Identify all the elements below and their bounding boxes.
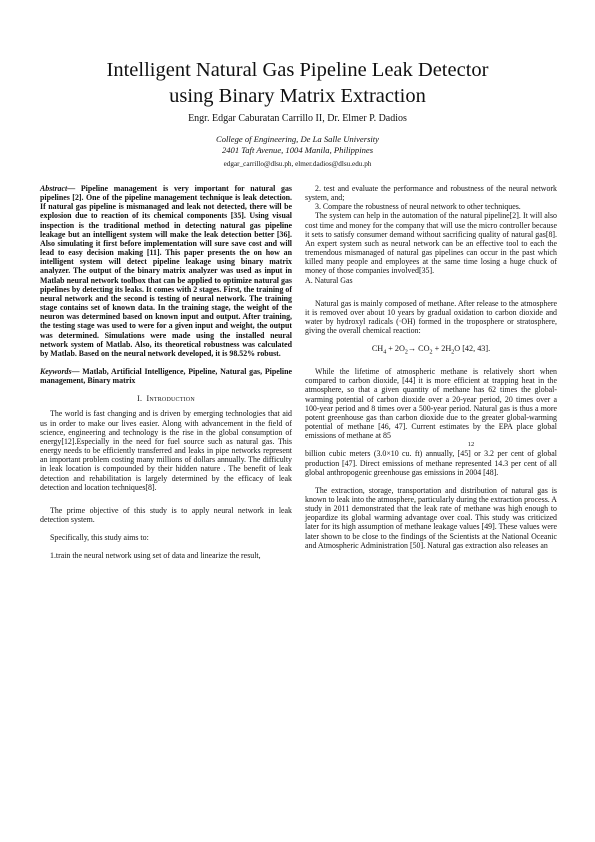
keywords-text: — Matlab, Artificial Intelligence, Pipeline, Natural gas, Pipeline management, Binary matrix xyxy=(40,366,292,386)
title-line-2: using Binary Matrix Extraction xyxy=(169,85,426,107)
abstract-label: Abstract xyxy=(40,184,68,193)
section-heading-introduction xyxy=(40,394,292,403)
eq-h2: + 2H xyxy=(432,344,452,354)
abstract-text: — Pipeline management is very important for natural gas pipelines [2]. One of the pipeline management technique is leak detection. If natural gas pipeline is mismanaged and leak not detected, there will be explosion due to reaction of its chemical components [35]. Using visual inspection is the traditional method in detecting natural gas pipeline leakage but an intelligent system will make the leak detection better [36]. Also simulating it first before implementation will sure save cost and will lead to easy decision making [11]. This paper presents the on how an intelligent system will detect pipeline leakage using binary matrix analyzer. The output of the binary matrix analyzer was used as input in Matlab neural network toolbox that can be applied to optimize natural gas pipelines by detecting its leaks. It comes with 2 stages. First, the training of neural network and the second is testing of neural network. The training stage contains set of known data. In the training stage, the weight of the neuron was determined based on known input and output. After training, the testing stage was used to were for a given input and weight, the output was determined. Simulations were made using the installed neural network system of Matlab. Also, its theoretical robustness was calculated by Matlab. Based on the neural network developed, it is 98.52% robust. xyxy=(40,184,292,358)
paragraph-extraction: The extraction, storage, transportation and distribution of natural gas is known to leak into the atmosphere, particularly during the extraction process. A study in 2011 demonstrated that the leak rate of methane was high enough to jeopardize its global warming advantage over coal. This study was criticized later for its high assumption of methane leakage values [49]. These values were later shown to be close to the findings of the Scientists at the National Oceanic and Atmospheric Administration [50]. Natural gas extraction also releases an xyxy=(305,485,557,550)
paper-title xyxy=(40,57,555,109)
chemical-equation xyxy=(305,344,557,358)
paragraph-natural-gas: Natural gas is mainly composed of methane. After release to the atmosphere it is removed over about 10 years by gradual oxidation to carbon dioxide and water by hydroxyl radicals (·OH) formed in the troposphere or stratosphere, giving the overall chemical reaction: xyxy=(305,298,557,336)
eq-sub-2b: 2 xyxy=(429,349,433,356)
paragraph-objective: The prime objective of this study is to apply neural network in leak detection system. xyxy=(40,505,292,524)
affiliation-line-1: College of Engineering, De La Salle University xyxy=(215,134,379,144)
paragraph-methane: While the lifetime of atmospheric methane is relatively short when compared to carbon dioxide, [44] it is more efficient at trapping heat in the atmosphere, so that a given quantity of methane has 62 times the global-warming potential of carbon dioxide over a 20-year period, 20 times over a 100-year period and 8 times over a 500-year period. Natural gas is thus a more potent greenhouse gas than carbon dioxide due to the greater global-warming potential of methane [46, 47]. Current estimates by the EPA place global emissions of methane at 85 xyxy=(305,367,557,441)
paragraph-emissions: billion cubic meters (3.0×10 cu. ft) annually, [45] or 3.2 per cent of global production [47]. Direct emissions of methane represented 14.3 per cent of all global anthropogenic greenhouse gas emissions in 2004 [48]. xyxy=(305,449,557,477)
paragraph-system: The system can help in the automation of the natural pipeline[2]. It will also cost time and money for the company that will use the micro controller because it sets to satisfy consumer demand without sacrificing quality of natural gas[8]. An expert system such as neural network can be an effective tool to each the tremendous mismanaged of natural gas pipelines can occur in the past which killed many people and employees at the same time losing a huge chuck of money of those companies involved[35]. xyxy=(305,211,557,276)
paragraph-aim-2: 2. test and evaluate the performance and robustness of the neural network system, and; xyxy=(305,184,557,203)
affiliation xyxy=(40,134,555,156)
authors: Engr. Edgar Caburatan Carrillo II, Dr. Elmer P. Dadios xyxy=(188,113,407,124)
eq-sub-2c: 2 xyxy=(451,349,455,356)
eq-o2: + 2O xyxy=(386,344,405,354)
paragraph-aims: Specifically, this study aims to: xyxy=(50,533,149,543)
affiliation-line-2: 2401 Taft Avenue, 1004 Manila, Philippines xyxy=(221,145,374,155)
abstract xyxy=(40,184,292,358)
subsection-natural-gas: A. Natural Gas xyxy=(305,275,353,285)
eq-sub-2a: 2 xyxy=(404,349,408,356)
section-title: Introduction xyxy=(146,394,195,404)
superscript-12: 12 xyxy=(467,441,475,449)
eq-tail: O [42, 43]. xyxy=(454,344,491,354)
keywords-label: Keywords xyxy=(40,366,72,376)
eq-sub-4: 4 xyxy=(383,349,387,356)
paragraph-aim-3: 3. Compare the robustness of neural network to other techniques. xyxy=(315,202,521,212)
title-line-1: Intelligent Natural Gas Pipeline Leak Detector xyxy=(106,59,489,81)
section-number: I. xyxy=(137,394,143,404)
left-column xyxy=(40,184,292,560)
keywords xyxy=(40,367,292,385)
right-column xyxy=(305,184,557,550)
eq-arrow-co: → CO xyxy=(407,344,430,354)
eq-ch: CH xyxy=(371,344,384,354)
paragraph-aim-1: 1.train the neural network using set of data and linearize the result, xyxy=(50,551,261,561)
paragraph-intro-1: The world is fast changing and is driven by emerging technologies that aid us in order to make our lives easier. Along with advancement in the field of science, engineering and technology is the rise in the global consumption of energy[12].Especially in the need for fuel source such as natural gas. This energy needs to be efficiently transferred and leaks in pipe networks represent an important problem costing many millions of dollars annually. The difficulty in leak location is compounded by their hidden nature . The benefit of leak detection and rehabilitation is largely determined by the efficacy of leak detection and location techniques[8]. xyxy=(40,409,292,492)
author-emails: edgar_carrillo@dlsu.ph, elmer.dadios@dlsu.edu.ph xyxy=(223,160,372,168)
